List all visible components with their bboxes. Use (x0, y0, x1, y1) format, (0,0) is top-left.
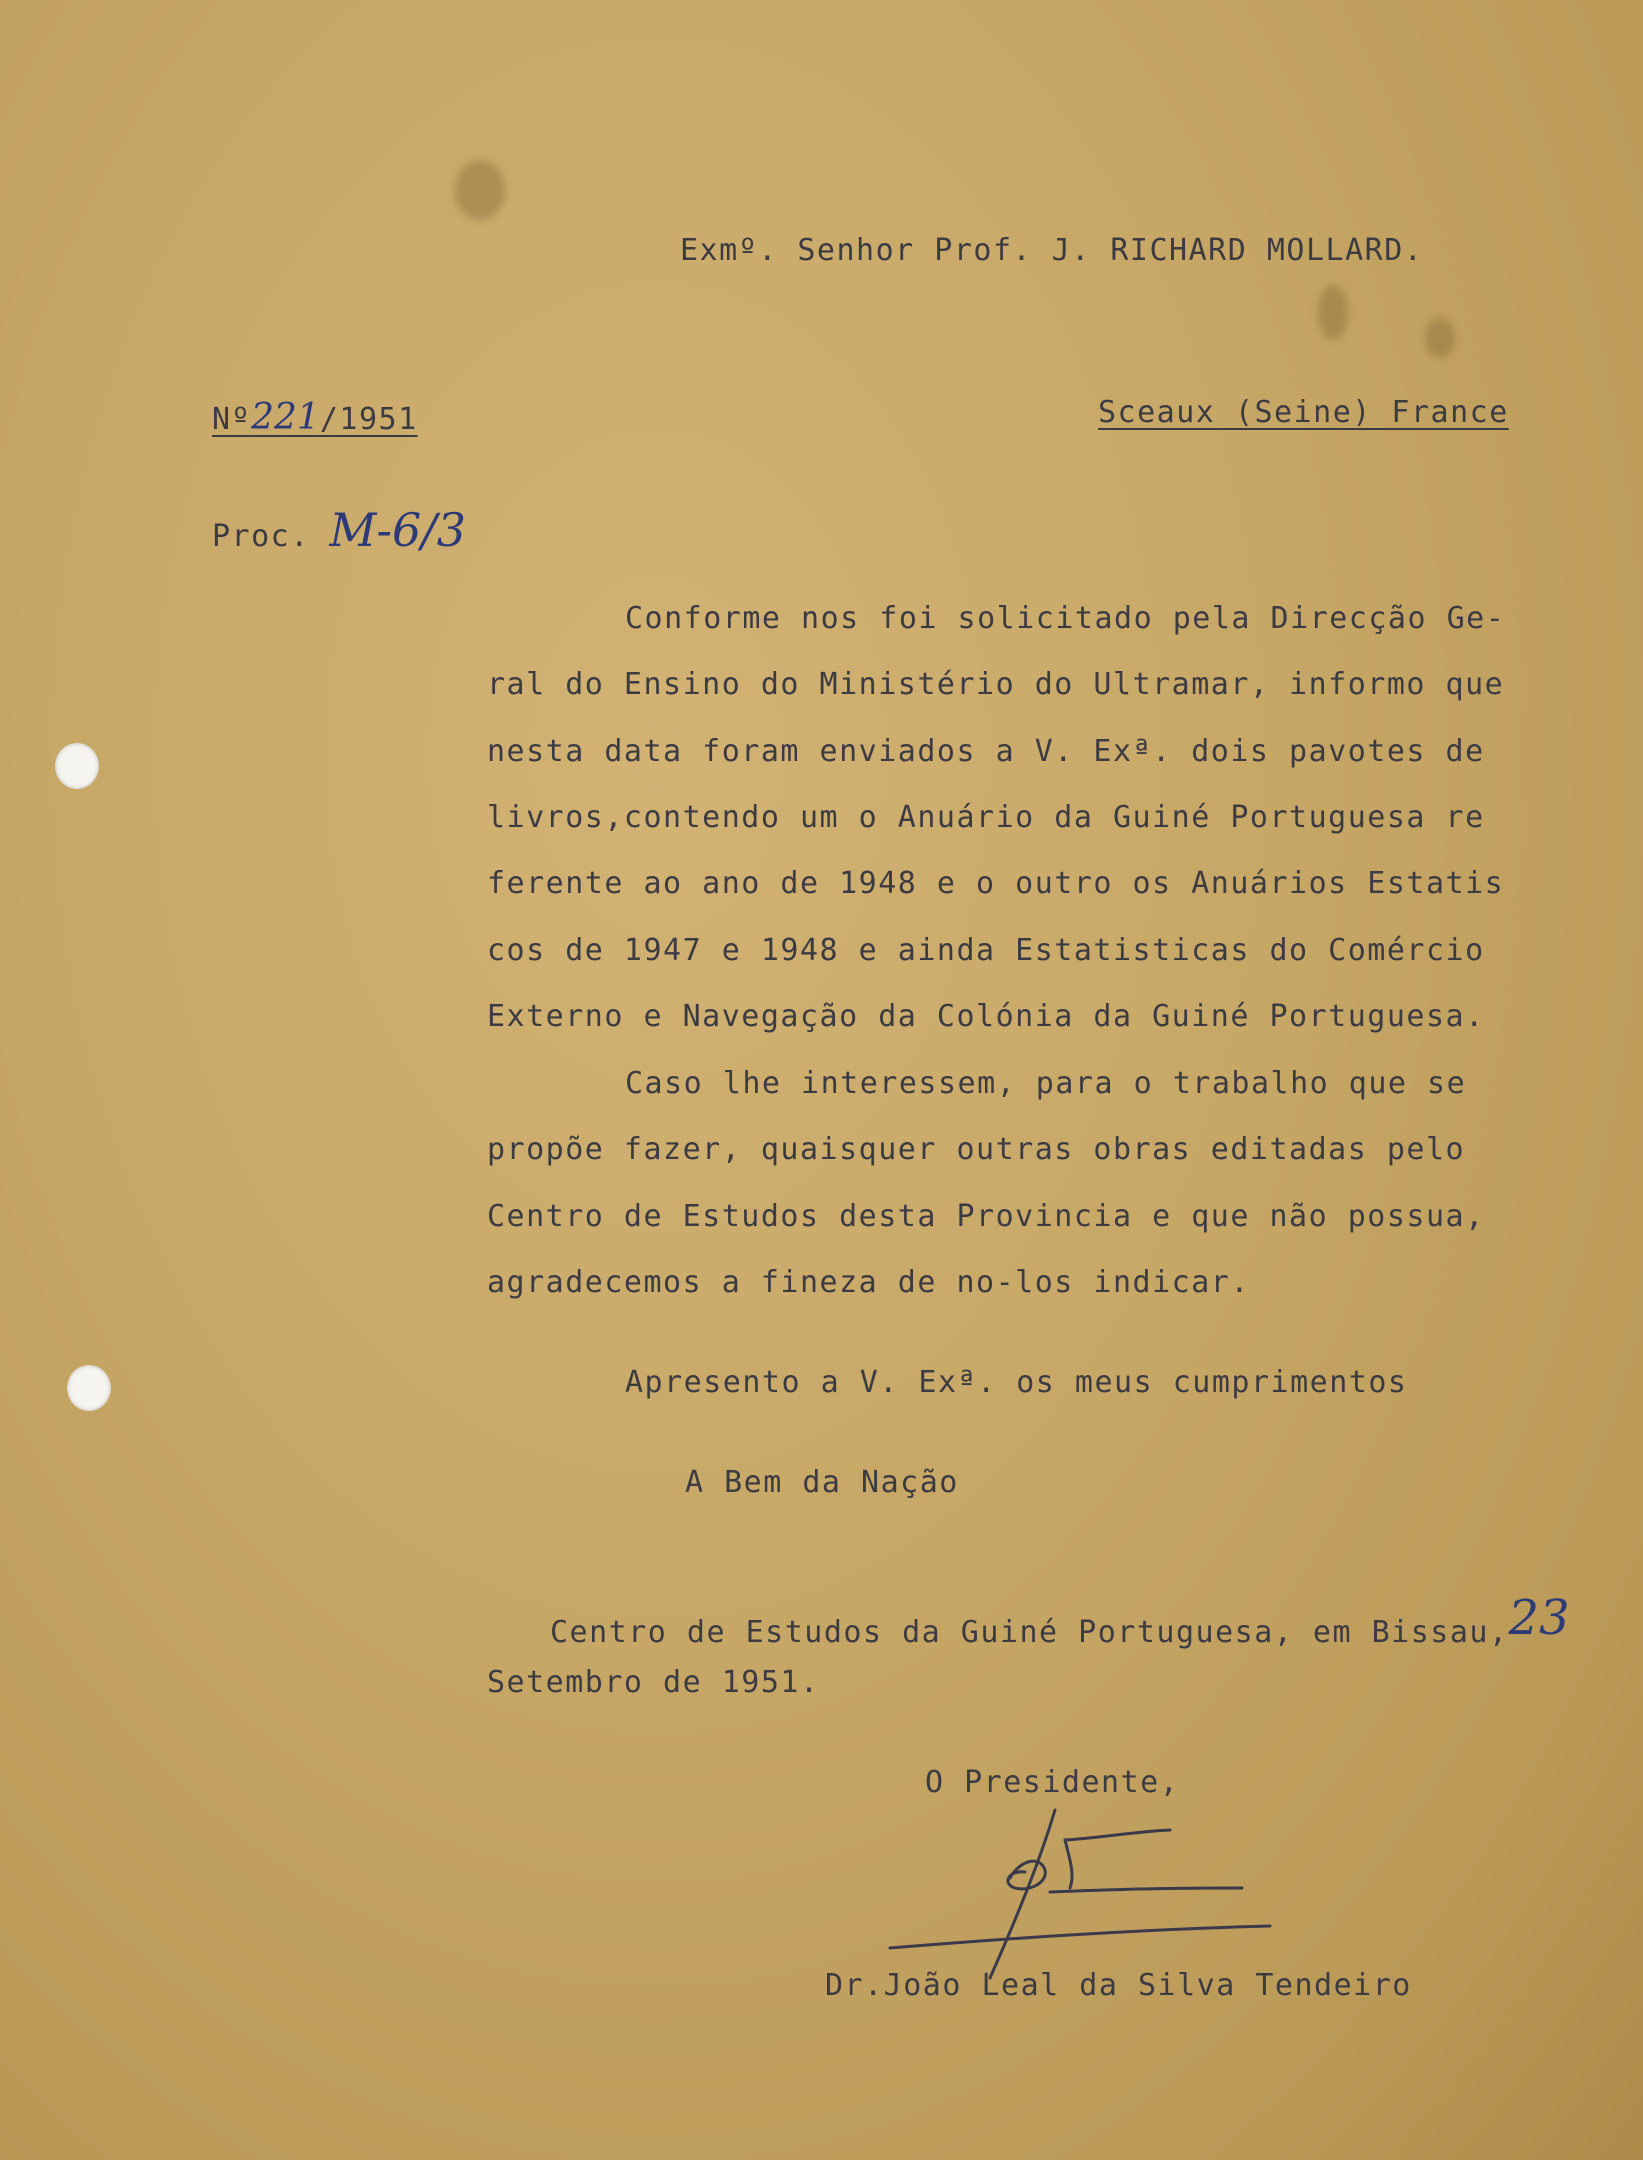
reference-prefix: Nº (212, 402, 252, 437)
paper-stain (1425, 318, 1455, 358)
process-handwritten: M-6/3 (329, 503, 467, 557)
handwritten-signature (870, 1800, 1290, 1980)
paper-stain (455, 160, 505, 220)
body-line: livros,contendo um o Anuário da Guiné Portuguesa re (487, 800, 1485, 835)
body-line: agradecemos a fineza de no-los indicar. (487, 1265, 1250, 1300)
punch-hole (55, 743, 99, 789)
reference-number-handwritten: 221 (251, 397, 320, 438)
place-date-line: Setembro de 1951. (487, 1665, 820, 1700)
place-date-text: Centro de Estudos da Guiné Portuguesa, em Bissau, (550, 1615, 1509, 1650)
body-line: ferente ao ano de 1948 e o outro os Anuários Estatis (487, 866, 1505, 901)
paper-stain (1318, 285, 1348, 340)
process-reference (212, 503, 466, 557)
body-line: Caso lhe interessem, para o trabalho que se (625, 1066, 1467, 1101)
signer-title: O Presidente, (925, 1765, 1180, 1800)
body-line: propõe fazer, quaisquer outras obras editadas pelo (487, 1132, 1466, 1167)
punch-hole (67, 1365, 111, 1411)
body-line: nesta data foram enviados a V. Exª. dois pavotes de (487, 734, 1485, 769)
date-day-handwritten: 23 (1508, 1590, 1570, 1646)
reference-number (212, 397, 418, 438)
body-line: ral do Ensino do Ministério do Ultramar, informo que (487, 667, 1505, 702)
salutation: A Bem da Nação (685, 1465, 959, 1500)
body-line: Conforme nos foi solicitado pela Direcção Ge- (625, 601, 1506, 636)
destination-location: Sceaux (Seine) France (1098, 395, 1509, 430)
signer-name: Dr.João Leal da Silva Tendeiro (825, 1968, 1412, 2003)
reference-year: /1951 (319, 402, 418, 437)
place-date-line (550, 1590, 1570, 1654)
body-line: Externo e Navegação da Colónia da Guiné Portuguesa. (487, 999, 1485, 1034)
process-label: Proc. (212, 519, 310, 554)
addressee-line: Exmº. Senhor Prof. J. RICHARD MOLLARD. (680, 233, 1424, 268)
body-line: Centro de Estudos desta Provincia e que não possua, (487, 1199, 1485, 1234)
body-line: cos de 1947 e 1948 e ainda Estatisticas do Comércio (487, 933, 1485, 968)
closing-line: Apresento a V. Exª. os meus cumprimentos (625, 1365, 1408, 1400)
